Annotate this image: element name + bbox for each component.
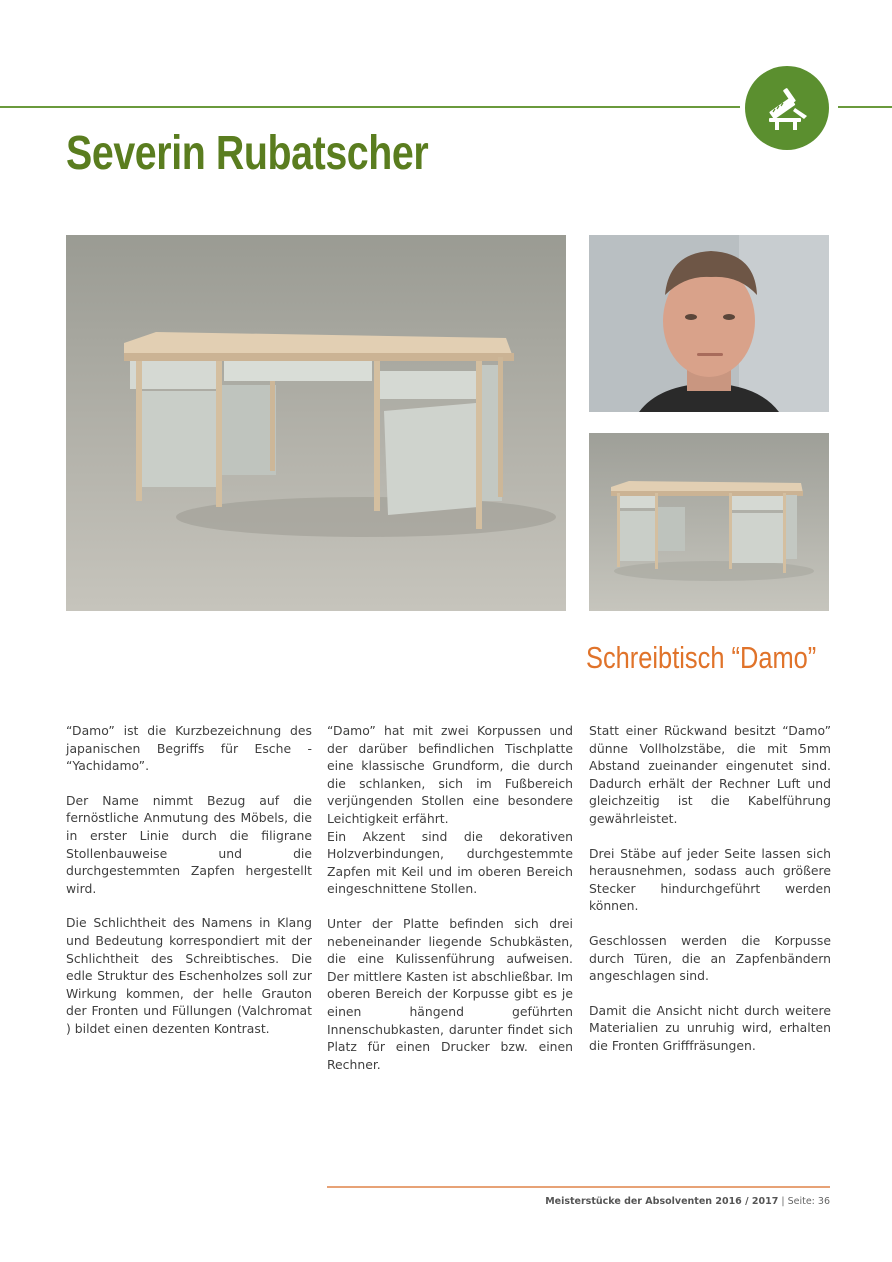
text-column-3 <box>589 722 831 1072</box>
footer <box>545 1196 830 1207</box>
paragraph: “Damo” ist die Kurzbezeichnung des japanischen Begriffs für Esche - “Yachidamo”. <box>66 723 312 774</box>
paragraph: Unter der Platte befinden sich drei nebeneinander liegende Schubkästen, die eine Kulissenführung aufweisen. Der mittlere Kasten ist abschließbar. Im oberen Bereich der Korpusse gibt es je einen hängend geführten Innenschubkasten, darunter findet sich Platz für einen Drucker bzw. einen Rechner. <box>327 915 573 1072</box>
paragraph: Drei Stäbe auf jeder Seite lassen sich herausnehmen, sodass auch größere Stecker hindurchgeführt werden können. <box>589 845 831 914</box>
paragraph: Statt einer Rückwand besitzt “Damo” dünne Vollholzstäbe, die mit 5mm Abstand zueinander eingenutet sind. Dadurch erhält der Rechner Luft und gleichzeitig ist die Kabelführung gewährleistet. <box>589 723 831 826</box>
paragraph: Die Schlichtheit des Namens in Klang und Bedeutung korrespondiert mit der Schlichtheit des Schreibtisches. Die edle Struktur des Eschenholzes soll zur Wirkung kommen, der helle Grauton der Fronten und Füllungen (Valchromat ) bildet einen dezenten Kontrast. <box>66 915 312 1036</box>
paragraph: Damit die Ansicht nicht durch weitere Materialien zu unruhig wird, erhalten die Fronten Grifffräsungen. <box>589 1002 831 1053</box>
page-number: Seite: 36 <box>787 1196 830 1207</box>
text-column-2 <box>327 722 573 1090</box>
desk-side-photo <box>589 433 829 611</box>
footer-separator: | <box>781 1196 785 1207</box>
footer-rule <box>327 1186 830 1188</box>
header-rule-left <box>0 106 740 108</box>
paragraph: Ein Akzent sind die dekorativen Holzverbindungen, durchgestemmte Zapfen mit Keil und im oberen Bereich eingeschnittene Stollen. <box>327 828 573 897</box>
paragraph: Der Name nimmt Bezug auf die fernöstliche Anmutung des Möbels, die in erster Linie durch die filigrane Stollenbauweise und die durchgestemmten Zapfen hergestellt wird. <box>66 792 312 896</box>
paragraph: Geschlossen werden die Korpusse durch Türen, die an Zapfenbändern angeschlagen sind. <box>589 932 831 984</box>
paragraph: “Damo” hat mit zwei Korpussen und der darüber befindlichen Tischplatte eine klassische Grundform, die durch die schlanken, sich im Fußbereich verjüngenden Stollen eine besondere Leichtigkeit erfährt. <box>327 723 573 826</box>
product-title: Schreibtisch “Damo” <box>586 640 817 675</box>
portrait-photo <box>589 235 829 412</box>
desk-main-photo <box>66 235 566 611</box>
text-column-1 <box>66 722 312 1055</box>
footer-publication: Meisterstücke der Absolventen 2016 / 2017 <box>545 1196 779 1207</box>
header-rule-right <box>838 106 892 108</box>
woodworking-saw-icon <box>745 66 829 150</box>
page-title: Severin Rubatscher <box>66 127 429 180</box>
badge <box>745 66 829 150</box>
